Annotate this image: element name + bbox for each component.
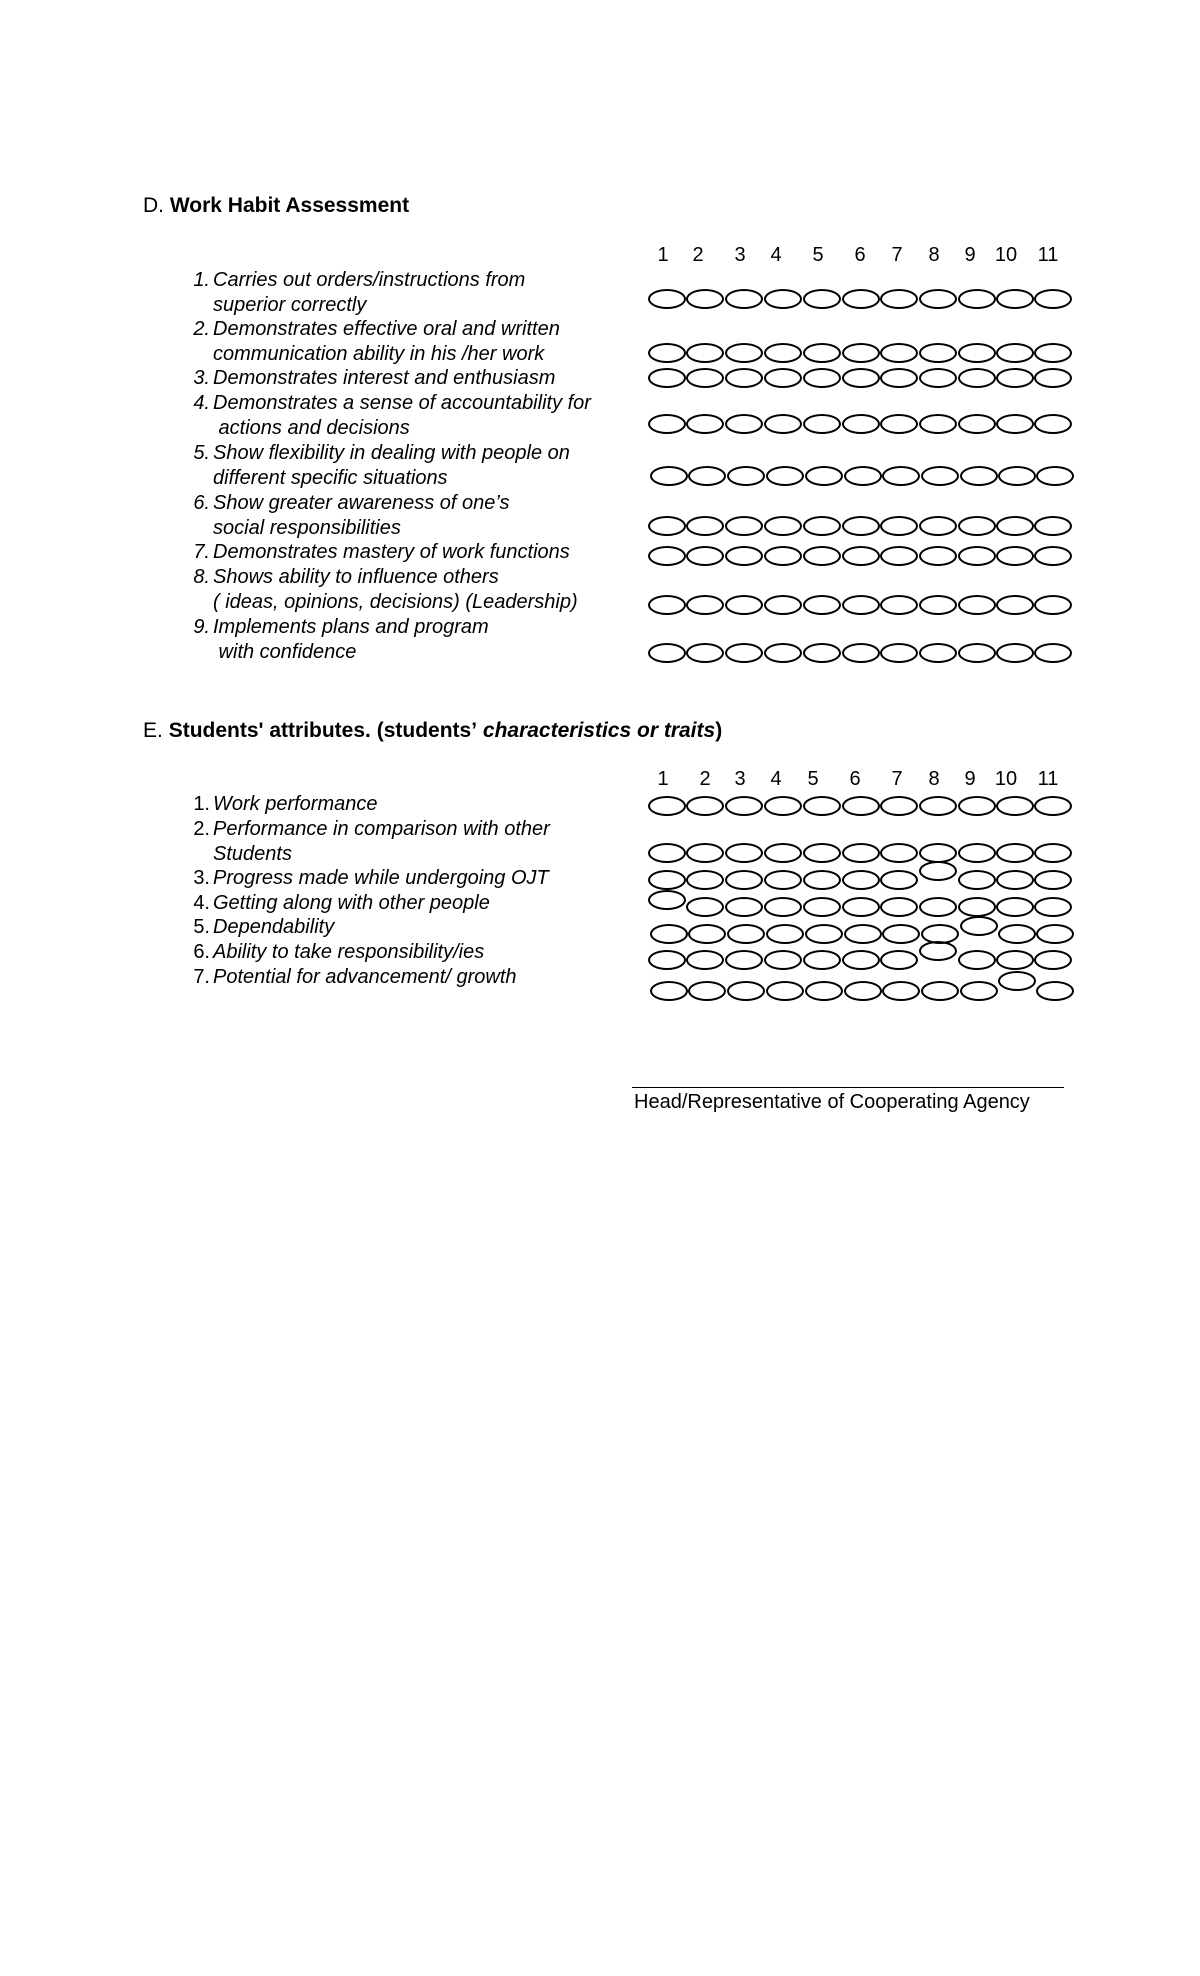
rating-oval-2-11[interactable] (1034, 843, 1072, 863)
rating-oval-5-4[interactable] (766, 924, 804, 944)
criterion-text-line: Students (213, 842, 292, 865)
rating-oval-6-6[interactable] (842, 516, 880, 536)
scale-number-7: 7 (891, 768, 903, 790)
rating-oval-2-4[interactable] (764, 843, 802, 863)
rating-oval-5-3[interactable] (727, 924, 765, 944)
rating-oval-6-3[interactable] (725, 516, 763, 536)
rating-oval-2-7[interactable] (880, 843, 918, 863)
rating-oval-7-7[interactable] (882, 981, 920, 1001)
rating-oval-2-5[interactable] (803, 343, 841, 363)
rating-oval-3-9[interactable] (958, 368, 996, 388)
signature-line (632, 1087, 1064, 1088)
criterion-text (213, 615, 489, 664)
rating-oval-3-8[interactable] (919, 368, 957, 388)
scale-number-8: 8 (928, 244, 940, 266)
rating-oval-3-6[interactable] (842, 368, 880, 388)
criterion-text (213, 940, 484, 965)
rating-oval-1-6[interactable] (842, 289, 880, 309)
rating-oval-5-10[interactable] (998, 924, 1036, 944)
criterion-text (213, 866, 549, 891)
rating-oval-1-3[interactable] (725, 289, 763, 309)
rating-oval-8-10[interactable] (996, 595, 1034, 615)
criterion-text (213, 891, 490, 916)
rating-oval-9-2[interactable] (686, 643, 724, 663)
rating-oval-4-2[interactable] (686, 414, 724, 434)
rating-oval-2-11[interactable] (1034, 343, 1072, 363)
rating-oval-1-11[interactable] (1034, 796, 1072, 816)
rating-oval-8-11[interactable] (1034, 595, 1072, 615)
rating-oval-6-6[interactable] (842, 950, 880, 970)
rating-oval-7-3[interactable] (727, 981, 765, 1001)
rating-oval-2-3[interactable] (725, 843, 763, 863)
rating-oval-4-8[interactable] (919, 897, 957, 917)
rating-oval-9-9[interactable] (958, 643, 996, 663)
section-e-title-close: ) (715, 719, 723, 742)
scale-number-4: 4 (770, 244, 782, 266)
criterion-number: 6. (193, 492, 210, 514)
rating-oval-9-7[interactable] (880, 643, 918, 663)
rating-oval-1-1[interactable] (648, 289, 686, 309)
rating-oval-2-9[interactable] (958, 843, 996, 863)
rating-oval-1-5[interactable] (803, 796, 841, 816)
rating-oval-6-10[interactable] (996, 516, 1034, 536)
rating-oval-1-10[interactable] (996, 289, 1034, 309)
criterion-text-line: actions and decisions (213, 416, 410, 439)
rating-oval-5-6[interactable] (844, 466, 882, 486)
rating-oval-5-9[interactable] (960, 916, 998, 936)
rating-oval-6-7[interactable] (880, 950, 918, 970)
criterion-text-line: Potential for advancement/ growth (213, 966, 517, 988)
rating-oval-2-8[interactable] (919, 843, 957, 863)
criterion-number: 9. (193, 616, 210, 638)
criterion-text-line: communication ability in his /her work (213, 342, 545, 365)
rating-oval-4-6[interactable] (842, 897, 880, 917)
rating-oval-3-8[interactable] (919, 861, 957, 881)
rating-oval-7-11[interactable] (1034, 546, 1072, 566)
criterion-number: 1. (193, 269, 210, 291)
rating-oval-5-1[interactable] (650, 924, 688, 944)
rating-oval-4-4[interactable] (764, 414, 802, 434)
scale-number-10: 10 (994, 768, 1018, 790)
criterion-text (213, 268, 525, 317)
criterion-number: 7. (193, 966, 210, 988)
rating-oval-3-2[interactable] (686, 368, 724, 388)
rating-oval-9-4[interactable] (764, 643, 802, 663)
section-e-title: Students' attributes. (students’ (168, 719, 478, 742)
rating-oval-6-10[interactable] (996, 950, 1034, 970)
criterion-text-line: Performance in comparison with other (213, 818, 550, 840)
rating-oval-1-1[interactable] (648, 796, 686, 816)
rating-oval-8-2[interactable] (686, 595, 724, 615)
rating-oval-2-1[interactable] (648, 343, 686, 363)
criterion-text (213, 965, 517, 990)
rating-oval-3-1[interactable] (648, 368, 686, 388)
rating-oval-8-5[interactable] (803, 595, 841, 615)
rating-oval-1-2[interactable] (686, 796, 724, 816)
rating-oval-1-2[interactable] (686, 289, 724, 309)
criterion-number: 2. (193, 818, 210, 840)
rating-oval-3-2[interactable] (686, 870, 724, 890)
rating-oval-2-9[interactable] (958, 343, 996, 363)
rating-oval-6-2[interactable] (686, 950, 724, 970)
scale-number-5: 5 (812, 244, 824, 266)
rating-oval-8-7[interactable] (880, 595, 918, 615)
rating-oval-4-6[interactable] (842, 414, 880, 434)
rating-oval-2-1[interactable] (648, 843, 686, 863)
rating-oval-2-6[interactable] (842, 343, 880, 363)
section-d-title: Work Habit Assessment (169, 194, 410, 217)
criterion-text-line: Demonstrates mastery of work functions (213, 541, 570, 563)
rating-oval-3-10[interactable] (996, 870, 1034, 890)
rating-oval-7-2[interactable] (686, 546, 724, 566)
rating-oval-5-3[interactable] (727, 466, 765, 486)
rating-oval-6-7[interactable] (880, 516, 918, 536)
rating-oval-7-1[interactable] (648, 546, 686, 566)
rating-oval-3-11[interactable] (1034, 870, 1072, 890)
rating-oval-8-9[interactable] (958, 595, 996, 615)
rating-oval-1-4[interactable] (764, 796, 802, 816)
scale-number-3: 3 (734, 244, 746, 266)
rating-oval-4-8[interactable] (919, 414, 957, 434)
criterion-number: 6. (193, 941, 210, 963)
criterion-text-line: with confidence (213, 640, 357, 663)
rating-oval-5-5[interactable] (805, 924, 843, 944)
criterion-text (213, 317, 560, 366)
rating-oval-5-9[interactable] (960, 466, 998, 486)
criterion-text-line: ( ideas, opinions, decisions) (Leadership) (213, 590, 578, 613)
section-e-title-italic: characteristics or traits (482, 719, 716, 742)
rating-oval-4-9[interactable] (958, 414, 996, 434)
criterion-text-line: Work performance (213, 793, 378, 815)
rating-oval-5-10[interactable] (998, 466, 1036, 486)
rating-oval-6-3[interactable] (725, 950, 763, 970)
rating-oval-3-3[interactable] (725, 368, 763, 388)
rating-oval-1-11[interactable] (1034, 289, 1072, 309)
rating-oval-4-3[interactable] (725, 414, 763, 434)
rating-oval-1-3[interactable] (725, 796, 763, 816)
rating-oval-6-11[interactable] (1034, 950, 1072, 970)
criterion-text (213, 366, 555, 391)
section-d-heading (143, 194, 409, 218)
rating-oval-3-9[interactable] (958, 870, 996, 890)
criterion-number: 5. (193, 916, 210, 938)
criterion-text (213, 817, 550, 866)
scale-number-11: 11 (1037, 768, 1059, 790)
rating-oval-8-8[interactable] (919, 595, 957, 615)
rating-oval-2-10[interactable] (996, 343, 1034, 363)
rating-oval-2-8[interactable] (919, 343, 957, 363)
rating-oval-4-5[interactable] (803, 414, 841, 434)
criterion-text-line: Show greater awareness of one’s (213, 492, 510, 514)
criterion-text (213, 915, 334, 940)
rating-oval-2-7[interactable] (880, 343, 918, 363)
criterion-number: 2. (193, 318, 210, 340)
scale-number-2: 2 (699, 768, 711, 790)
rating-oval-7-9[interactable] (958, 546, 996, 566)
scale-number-6: 6 (854, 244, 866, 266)
rating-oval-4-7[interactable] (880, 414, 918, 434)
rating-oval-1-10[interactable] (996, 796, 1034, 816)
criterion-text-line: Demonstrates a sense of accountability for (213, 392, 591, 414)
rating-oval-5-4[interactable] (766, 466, 804, 486)
criterion-number: 7. (193, 541, 210, 563)
rating-oval-5-7[interactable] (882, 466, 920, 486)
rating-oval-9-1[interactable] (648, 643, 686, 663)
criterion-text-line: different specific situations (213, 466, 448, 489)
criterion-text (213, 565, 578, 614)
rating-oval-3-4[interactable] (764, 870, 802, 890)
rating-oval-9-5[interactable] (803, 643, 841, 663)
rating-oval-2-10[interactable] (996, 843, 1034, 863)
rating-oval-4-5[interactable] (803, 897, 841, 917)
criterion-number: 8. (193, 566, 210, 588)
section-e-heading (143, 719, 722, 743)
criterion-number: 3. (193, 867, 210, 889)
scale-number-7: 7 (891, 244, 903, 266)
rating-oval-3-6[interactable] (842, 870, 880, 890)
criterion-number: 4. (193, 392, 210, 414)
rating-oval-5-11[interactable] (1036, 924, 1074, 944)
rating-oval-1-9[interactable] (958, 796, 996, 816)
rating-oval-1-4[interactable] (764, 289, 802, 309)
rating-oval-3-10[interactable] (996, 368, 1034, 388)
rating-oval-8-3[interactable] (725, 595, 763, 615)
criterion-text (213, 792, 378, 817)
rating-oval-5-8[interactable] (921, 466, 959, 486)
rating-oval-7-5[interactable] (803, 546, 841, 566)
rating-oval-6-4[interactable] (764, 516, 802, 536)
rating-oval-5-2[interactable] (688, 924, 726, 944)
rating-oval-7-8[interactable] (919, 546, 957, 566)
criterion-text (213, 491, 509, 540)
criterion-text-line: superior correctly (213, 293, 367, 316)
rating-oval-7-2[interactable] (688, 981, 726, 1001)
rating-oval-4-10[interactable] (996, 897, 1034, 917)
rating-oval-6-8[interactable] (919, 516, 957, 536)
rating-oval-6-4[interactable] (764, 950, 802, 970)
rating-oval-6-5[interactable] (803, 950, 841, 970)
rating-oval-9-11[interactable] (1034, 643, 1072, 663)
rating-oval-9-10[interactable] (996, 643, 1034, 663)
signature-label: Head/Representative of Cooperating Agency (634, 1091, 1030, 1113)
rating-oval-4-10[interactable] (996, 414, 1034, 434)
rating-oval-4-7[interactable] (880, 897, 918, 917)
scale-number-6: 6 (849, 768, 861, 790)
rating-oval-3-3[interactable] (725, 870, 763, 890)
rating-oval-2-3[interactable] (725, 343, 763, 363)
scale-number-1: 1 (657, 244, 669, 266)
rating-oval-3-5[interactable] (803, 870, 841, 890)
rating-oval-8-4[interactable] (764, 595, 802, 615)
rating-oval-5-6[interactable] (844, 924, 882, 944)
rating-oval-6-9[interactable] (958, 950, 996, 970)
rating-oval-5-11[interactable] (1036, 466, 1074, 486)
criterion-text-line: Implements plans and program (213, 616, 489, 638)
criterion-number: 5. (193, 442, 210, 464)
scale-number-2: 2 (692, 244, 704, 266)
rating-oval-7-6[interactable] (842, 546, 880, 566)
scale-number-10: 10 (994, 244, 1018, 266)
rating-oval-4-1[interactable] (648, 890, 686, 910)
rating-oval-3-7[interactable] (880, 870, 918, 890)
rating-oval-7-6[interactable] (844, 981, 882, 1001)
scale-number-3: 3 (734, 768, 746, 790)
scale-number-11: 11 (1037, 244, 1059, 266)
rating-oval-4-4[interactable] (764, 897, 802, 917)
rating-oval-7-4[interactable] (764, 546, 802, 566)
rating-oval-8-1[interactable] (648, 595, 686, 615)
section-e-letter: E. (143, 719, 163, 742)
rating-oval-7-10[interactable] (996, 546, 1034, 566)
rating-oval-7-8[interactable] (921, 981, 959, 1001)
rating-oval-1-7[interactable] (880, 796, 918, 816)
criterion-text-line: Shows ability to influence others (213, 566, 499, 588)
scale-number-8: 8 (928, 768, 940, 790)
rating-oval-7-5[interactable] (805, 981, 843, 1001)
rating-oval-1-8[interactable] (919, 796, 957, 816)
rating-oval-9-8[interactable] (919, 643, 957, 663)
rating-oval-5-2[interactable] (688, 466, 726, 486)
rating-oval-6-1[interactable] (648, 950, 686, 970)
rating-oval-4-11[interactable] (1034, 897, 1072, 917)
criterion-text (213, 540, 570, 565)
rating-oval-6-5[interactable] (803, 516, 841, 536)
rating-oval-2-2[interactable] (686, 843, 724, 863)
rating-oval-7-9[interactable] (960, 981, 998, 1001)
rating-oval-1-6[interactable] (842, 796, 880, 816)
scale-number-9: 9 (964, 768, 976, 790)
scale-number-9: 9 (964, 244, 976, 266)
rating-oval-3-11[interactable] (1034, 368, 1072, 388)
rating-oval-1-7[interactable] (880, 289, 918, 309)
rating-oval-9-6[interactable] (842, 643, 880, 663)
rating-oval-2-6[interactable] (842, 843, 880, 863)
criterion-text (213, 391, 591, 440)
scale-number-4: 4 (770, 768, 782, 790)
rating-oval-6-2[interactable] (686, 516, 724, 536)
criterion-text-line: Getting along with other people (213, 892, 490, 914)
criterion-text (213, 441, 570, 490)
rating-oval-7-7[interactable] (880, 546, 918, 566)
rating-oval-5-7[interactable] (882, 924, 920, 944)
rating-oval-6-11[interactable] (1034, 516, 1072, 536)
criterion-text-line: Ability to take responsibility/ies (213, 941, 485, 963)
rating-oval-1-9[interactable] (958, 289, 996, 309)
criterion-number: 4. (193, 892, 210, 914)
rating-oval-7-11[interactable] (1036, 981, 1074, 1001)
scale-number-1: 1 (657, 768, 669, 790)
rating-oval-6-8[interactable] (919, 941, 957, 961)
rating-oval-5-5[interactable] (805, 466, 843, 486)
rating-oval-6-1[interactable] (648, 516, 686, 536)
section-d-letter: D. (143, 194, 164, 217)
rating-oval-4-9[interactable] (958, 897, 996, 917)
rating-oval-1-5[interactable] (803, 289, 841, 309)
rating-oval-7-1[interactable] (650, 981, 688, 1001)
criterion-text-line: social responsibilities (213, 516, 401, 539)
criterion-text-line: Progress made while undergoing OJT (213, 867, 549, 889)
criterion-text-line: Demonstrates effective oral and written (213, 318, 560, 340)
rating-oval-9-3[interactable] (725, 643, 763, 663)
criterion-number: 3. (193, 367, 210, 389)
rating-oval-4-2[interactable] (686, 897, 724, 917)
rating-oval-7-10[interactable] (998, 971, 1036, 991)
rating-oval-3-7[interactable] (880, 368, 918, 388)
rating-oval-6-9[interactable] (958, 516, 996, 536)
rating-oval-4-11[interactable] (1034, 414, 1072, 434)
rating-oval-5-1[interactable] (650, 466, 688, 486)
criterion-text-line: Show flexibility in dealing with people on (213, 442, 570, 464)
criterion-text-line: Demonstrates interest and enthusiasm (213, 367, 556, 389)
rating-oval-2-5[interactable] (803, 843, 841, 863)
criterion-text-line: Dependability (213, 916, 335, 938)
rating-oval-3-1[interactable] (648, 870, 686, 890)
rating-oval-4-3[interactable] (725, 897, 763, 917)
criterion-text-line: Carries out orders/instructions from (213, 269, 526, 291)
rating-oval-8-6[interactable] (842, 595, 880, 615)
rating-oval-3-5[interactable] (803, 368, 841, 388)
scale-number-5: 5 (807, 768, 819, 790)
rating-oval-7-3[interactable] (725, 546, 763, 566)
rating-oval-3-4[interactable] (764, 368, 802, 388)
rating-oval-1-8[interactable] (919, 289, 957, 309)
rating-oval-2-4[interactable] (764, 343, 802, 363)
rating-oval-2-2[interactable] (686, 343, 724, 363)
criterion-number: 1. (193, 793, 210, 815)
rating-oval-4-1[interactable] (648, 414, 686, 434)
rating-oval-7-4[interactable] (766, 981, 804, 1001)
